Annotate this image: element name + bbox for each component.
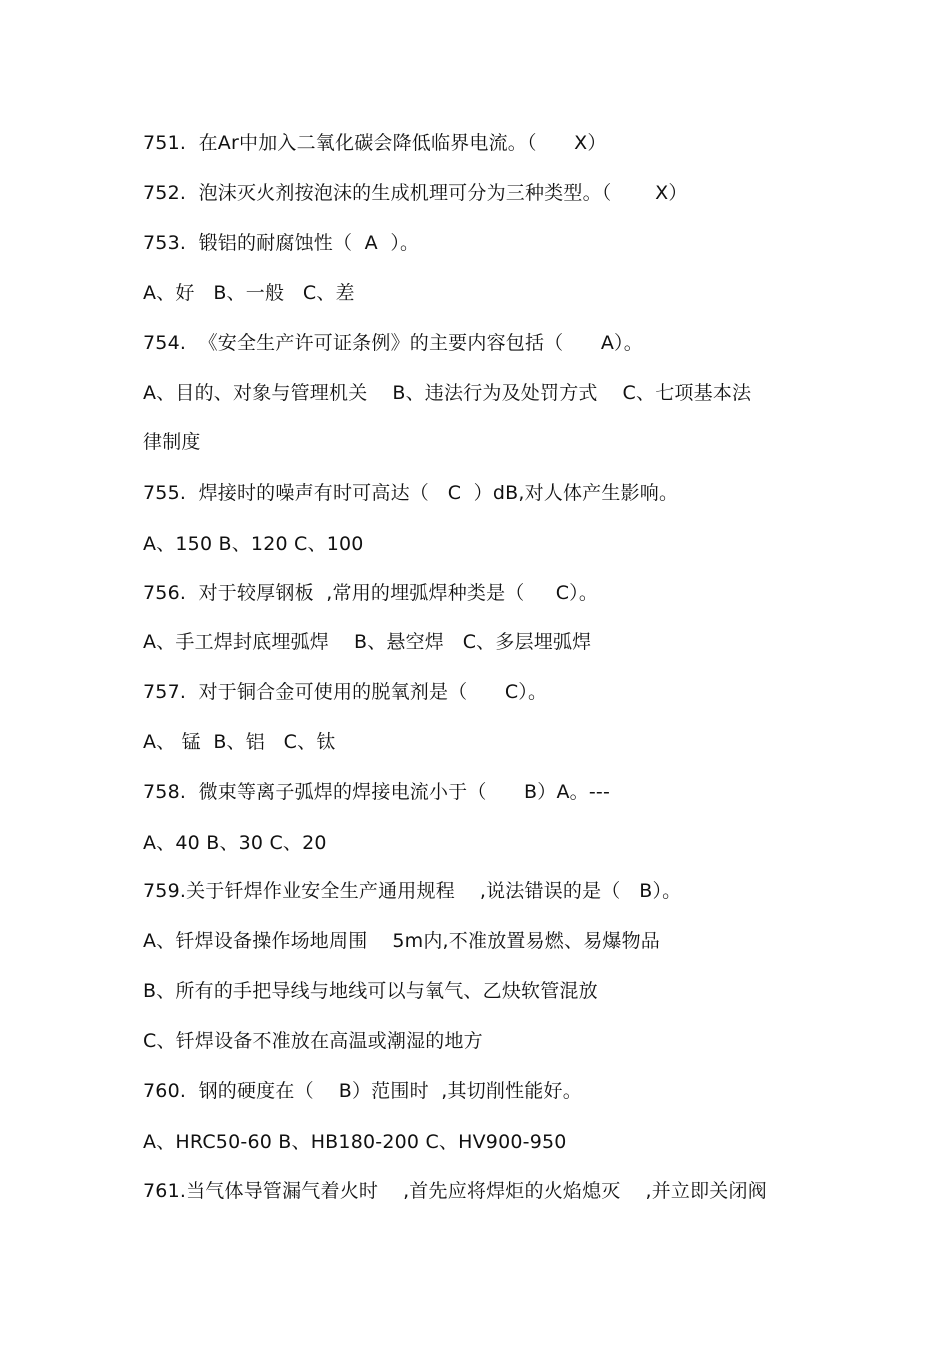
options-753: A、好 B、一般 C、差 [143, 282, 355, 304]
question-758: 758. 微束等离子弧焊的焊接电流小于（ B）A。--- [143, 781, 611, 803]
question-751: 751. 在Ar中加入二氧化碳会降低临界电流。（ X） [143, 132, 607, 154]
question-761: 761.当气体导管漏气着火时 ,首先应将焊炬的火焰熄灭 ,并立即关闭阀 [143, 1180, 767, 1202]
options-758: A、40 B、30 C、20 [143, 832, 327, 854]
option-759-b: B、所有的手把导线与地线可以与氧气、乙炔软管混放 [143, 980, 598, 1002]
question-755: 755. 焊接时的噪声有时可高达（ C ）dB,对人体产生影响。 [143, 482, 679, 504]
question-753: 753. 锻铝的耐腐蚀性（ A ）。 [143, 232, 420, 254]
options-754: A、目的、对象与管理机关 B、违法行为及处罚方式 C、七项基本法 [143, 382, 752, 404]
options-755: A、150 B、120 C、100 [143, 533, 364, 555]
options-756: A、手工焊封底埋弧焊 B、悬空焊 C、多层埋弧焊 [143, 631, 592, 653]
option-759-a: A、钎焊设备操作场地周围 5m内,不准放置易燃、易爆物品 [143, 930, 660, 952]
question-759: 759.关于钎焊作业安全生产通用规程 ,说法错误的是（ B）。 [143, 880, 682, 902]
question-754: 754. 《安全生产许可证条例》的主要内容包括（ A）。 [143, 332, 643, 354]
question-756: 756. 对于较厚钢板 ,常用的埋弧焊种类是（ C）。 [143, 582, 599, 604]
option-759-c: C、钎焊设备不准放在高温或潮湿的地方 [143, 1030, 483, 1052]
options-754-continued: 律制度 [143, 431, 201, 453]
question-757: 757. 对于铜合金可使用的脱氧剂是（ C）。 [143, 681, 548, 703]
options-757: A、 锰 B、铝 C、钛 [143, 731, 336, 753]
question-752: 752. 泡沫灭火剂按泡沫的生成机理可分为三种类型。（ X） [143, 182, 688, 204]
question-760: 760. 钢的硬度在（ B）范围时 ,其切削性能好。 [143, 1080, 582, 1102]
options-760: A、HRC50-60 B、HB180-200 C、HV900-950 [143, 1131, 567, 1153]
